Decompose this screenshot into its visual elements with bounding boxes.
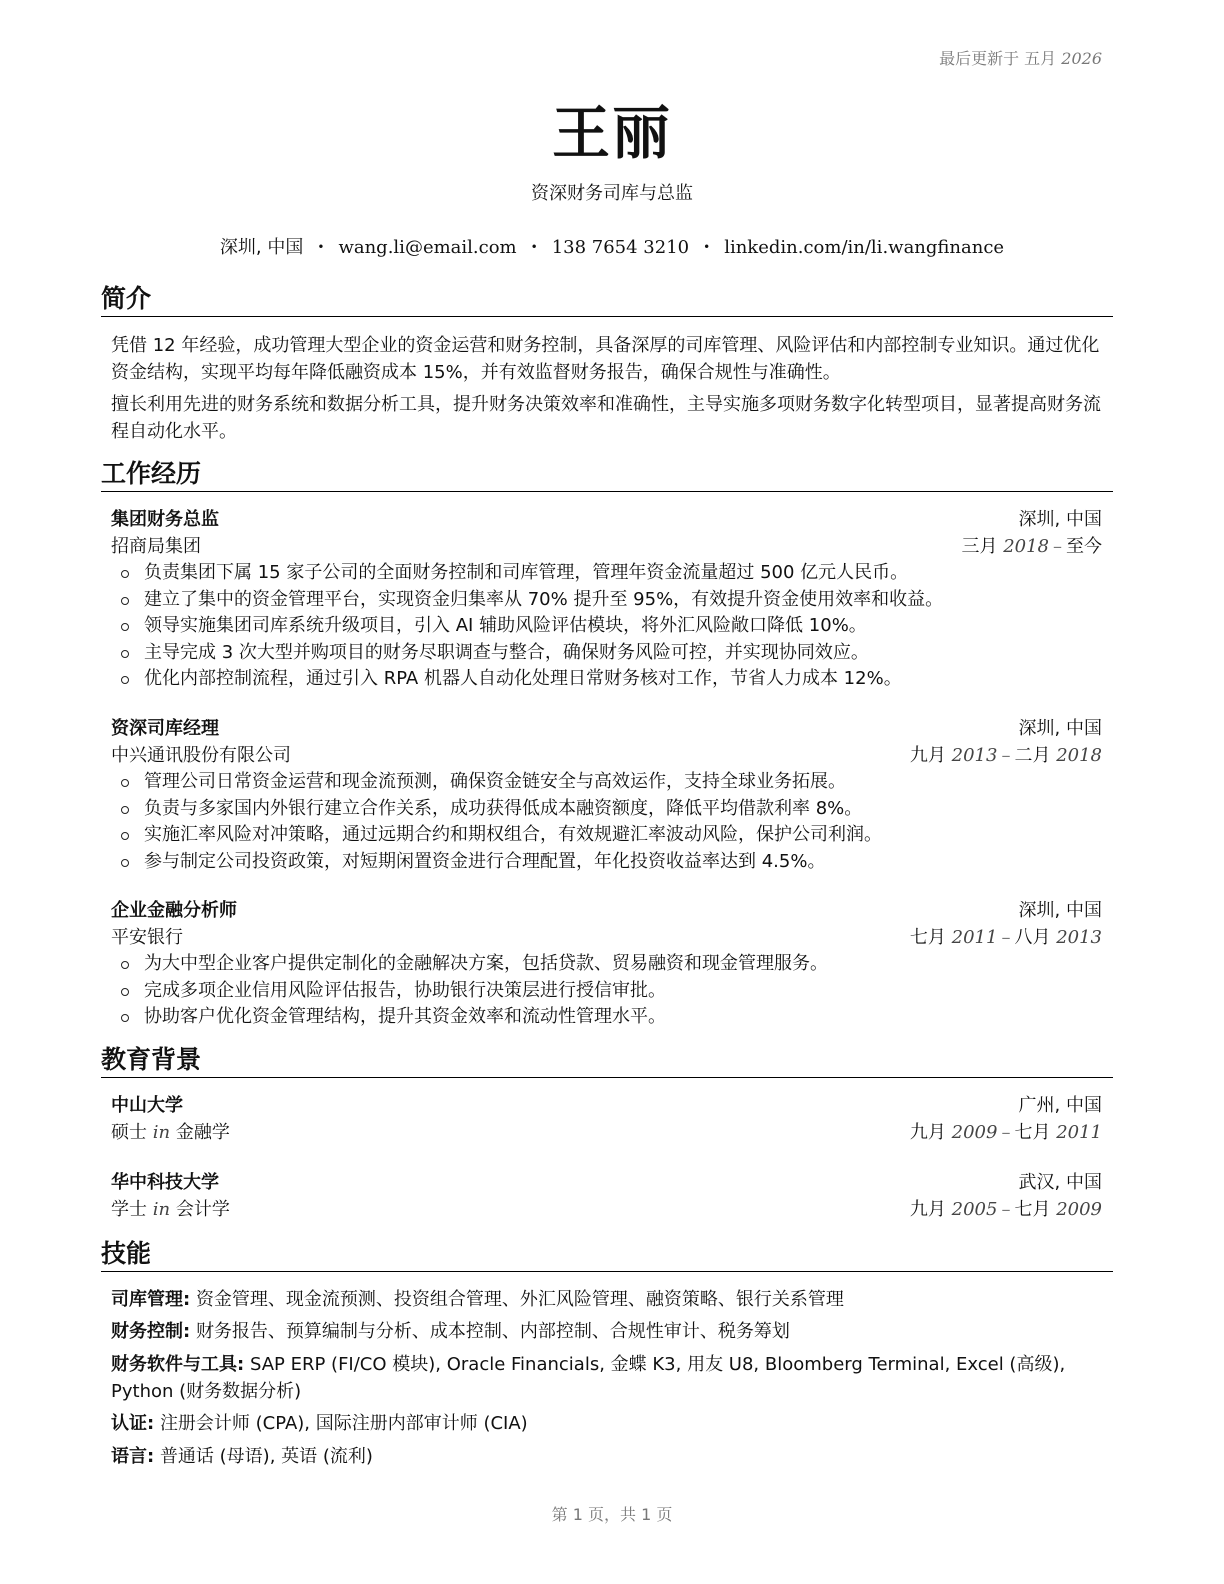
list-item: 协助客户优化资金管理结构，提升其资金效率和流动性管理水平。	[111, 1004, 1102, 1031]
date-month: 七月	[1014, 1199, 1051, 1220]
list-item: 管理公司日常资金运营和现金流预测，确保资金链安全与高效运作，支持全球业务拓展。	[111, 769, 1102, 796]
date-year: 2018	[1056, 745, 1102, 766]
summary-paragraph: 擅长利用先进的财务系统和数据分析工具，提升财务决策效率和准确性，主导实施多项财务数字化转型项目，显著提高财务流程自动化水平。	[111, 394, 1101, 442]
degree	[111, 1196, 230, 1223]
skill-line	[111, 1351, 1106, 1405]
date-year: 2005	[951, 1199, 998, 1220]
skill-value: 资金管理、现金流预测、投资组合管理、外汇风险管理、融资策略、银行关系管理	[195, 1289, 844, 1310]
job-company: 中兴通讯股份有限公司	[111, 745, 291, 766]
date-year: 2009	[1056, 1199, 1102, 1220]
job-entry	[111, 715, 1102, 875]
section-heading-education: 教育背景	[101, 1045, 1113, 1078]
date-month: 九月	[909, 1199, 946, 1220]
school-dates	[910, 1119, 1102, 1146]
list-item: 主导完成 3 次大型并购项目的财务尽职调查与整合，确保财务风险可控，并实现协同效应。	[111, 640, 1102, 667]
date-year: 2013	[951, 745, 998, 766]
date-dash: –	[1001, 1122, 1011, 1143]
skill-line	[111, 1410, 1106, 1437]
section-heading-summary: 简介	[101, 284, 1113, 317]
date-dash: –	[1001, 1199, 1011, 1220]
contact-email[interactable]: wang.li@email.com	[338, 237, 517, 258]
job-dates	[961, 533, 1102, 560]
date-month: 七月	[909, 927, 946, 948]
school-location: 武汉, 中国	[1018, 1172, 1102, 1193]
job-dates	[910, 742, 1102, 769]
job-location: 深圳, 中国	[1018, 718, 1102, 739]
date-dash: –	[1001, 927, 1011, 948]
job-entry	[111, 897, 1102, 1031]
list-item: 完成多项企业信用风险评估报告，协助银行决策层进行授信审批。	[111, 978, 1102, 1005]
date-month: 七月	[1014, 1122, 1051, 1143]
job-company: 招商局集团	[111, 536, 201, 557]
job-company: 平安银行	[111, 927, 183, 948]
list-item: 实施汇率风险对冲策略，通过远期合约和期权组合，有效规避汇率波动风险，保护公司利润。	[111, 822, 1102, 849]
education-entry	[111, 1092, 1102, 1146]
job-bullets	[111, 769, 1102, 875]
list-item: 为大中型企业客户提供定制化的金融解决方案，包括贷款、贸易融资和现金管理服务。	[111, 951, 1102, 978]
date-year: 2013	[1056, 927, 1102, 948]
date-month: 二月	[1014, 745, 1051, 766]
section-heading-skills: 技能	[101, 1239, 1113, 1272]
date-month: 九月	[909, 1122, 946, 1143]
skill-key: 财务控制:	[111, 1321, 191, 1342]
skill-value: 注册会计师 (CPA), 国际注册内部审计师 (CIA)	[159, 1413, 528, 1434]
skill-key: 语言:	[111, 1446, 155, 1467]
date-month: 九月	[909, 745, 946, 766]
contact-location: 深圳, 中国	[219, 237, 304, 258]
job-title: 企业金融分析师	[111, 900, 237, 921]
skill-key: 认证:	[111, 1413, 155, 1434]
job-location: 深圳, 中国	[1018, 900, 1102, 921]
job-title: 资深司库经理	[111, 718, 219, 739]
separator-dot: •	[530, 240, 538, 254]
school-name: 中山大学	[111, 1095, 183, 1116]
job-bullets	[111, 560, 1102, 693]
last-updated-label: 最后更新于 五月	[939, 49, 1057, 68]
page-number: 第 1 页，共 1 页	[551, 1505, 673, 1524]
date-dash: –	[1053, 536, 1062, 557]
degree-major: 金融学	[175, 1122, 230, 1143]
contact-linkedin[interactable]: linkedin.com/in/li.wangfinance	[724, 237, 1005, 258]
date-year: 2018	[1003, 536, 1049, 557]
school-name: 华中科技大学	[111, 1172, 219, 1193]
last-updated-year: 2026	[1061, 49, 1102, 68]
date-year: 2011	[951, 927, 998, 948]
candidate-name: 王丽	[551, 99, 672, 167]
summary-paragraph: 凭借 12 年经验，成功管理大型企业的资金运营和财务控制，具备深厚的司库管理、风险评估和内部控制专业知识。通过优化资金结构，实现平均每年降低融资成本 15%，并有效监督财务报告，确保合规性与准确性。	[111, 335, 1100, 383]
skill-line	[111, 1286, 1106, 1313]
job-location: 深圳, 中国	[1018, 509, 1102, 530]
skill-value: 普通话 (母语), 英语 (流利)	[159, 1446, 373, 1467]
date-dash: –	[1001, 745, 1011, 766]
contact-phone: 138 7654 3210	[551, 237, 690, 258]
separator-dot: •	[703, 240, 711, 254]
degree-level: 硕士	[111, 1122, 147, 1143]
list-item: 优化内部控制流程，通过引入 RPA 机器人自动化处理日常财务核对工作，节省人力成本 12%。	[111, 666, 1102, 693]
list-item: 负责与多家国内外银行建立合作关系，成功获得低成本融资额度，降低平均借款利率 8%。	[111, 796, 1102, 823]
list-item: 领导实施集团司库系统升级项目，引入 AI 辅助风险评估模块，将外汇风险敞口降低 10%。	[111, 613, 1102, 640]
job-bullets	[111, 951, 1102, 1031]
skill-line	[111, 1443, 1106, 1470]
separator-dot: •	[317, 240, 325, 254]
skill-line	[111, 1318, 1106, 1345]
degree-in: in	[152, 1199, 171, 1220]
education-entry	[111, 1169, 1102, 1223]
contact-line	[0, 233, 1224, 259]
degree-major: 会计学	[175, 1199, 230, 1220]
school-location: 广州, 中国	[1018, 1095, 1102, 1116]
section-heading-experience: 工作经历	[101, 459, 1113, 492]
skill-key: 财务软件与工具:	[111, 1354, 245, 1375]
job-dates	[910, 924, 1102, 951]
skill-value: SAP ERP (FI/CO 模块), Oracle Financials, 金蝶 K3, 用友 U8, Bloomberg Terminal, Excel (高级), Python (财务数据分析)	[111, 1354, 1066, 1402]
school-dates	[910, 1196, 1102, 1223]
list-item: 建立了集中的资金管理平台，实现资金归集率从 70% 提升至 95%，有效提升资金使用效率和收益。	[111, 587, 1102, 614]
skill-key: 司库管理:	[111, 1289, 191, 1310]
date-month: 至今	[1066, 536, 1102, 557]
date-month: 三月	[961, 536, 998, 557]
last-updated	[939, 46, 1102, 69]
degree-level: 学士	[111, 1199, 147, 1220]
list-item: 负责集团下属 15 家子公司的全面财务控制和司库管理，管理年资金流量超过 500 亿元人民币。	[111, 560, 1102, 587]
skill-value: 财务报告、预算编制与分析、成本控制、内部控制、合规性审计、税务筹划	[195, 1321, 790, 1342]
job-entry	[111, 506, 1102, 693]
date-month: 八月	[1014, 927, 1051, 948]
job-title: 集团财务总监	[111, 509, 219, 530]
date-year: 2011	[1056, 1122, 1102, 1143]
candidate-title: 资深财务司库与总监	[531, 183, 693, 204]
date-year: 2009	[951, 1122, 998, 1143]
list-item: 参与制定公司投资政策，对短期闲置资金进行合理配置，年化投资收益率达到 4.5%。	[111, 849, 1102, 876]
degree	[111, 1119, 230, 1146]
degree-in: in	[152, 1122, 171, 1143]
